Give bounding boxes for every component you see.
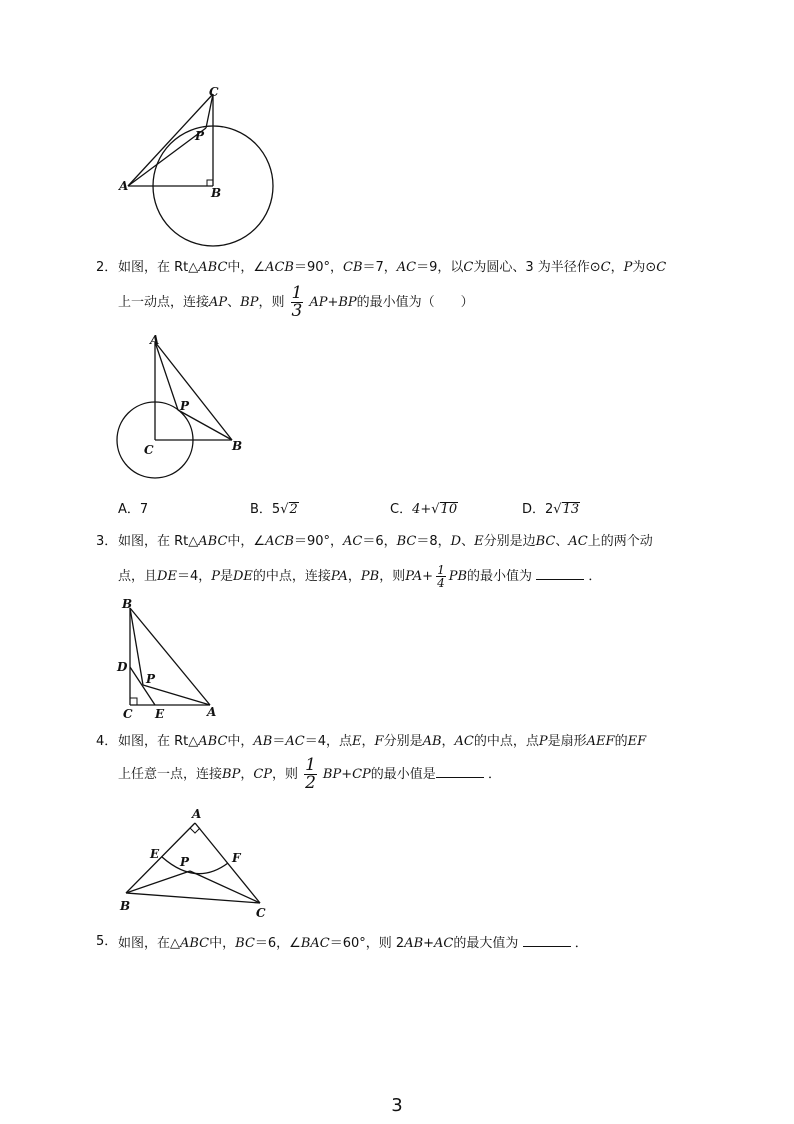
question-2-line-2: 上一动点，连接AP、BP，则 $\frac{1}{3}$ AP+BP的最小值为（ ） bbox=[118, 283, 474, 321]
question-2-line-1: 如图，在 Rt△ABC中，∠ACB＝90°，CB＝7，AC＝9，以C为圆心、3 为半径作⊙C，P为⊙C bbox=[118, 260, 667, 275]
label-a: A bbox=[150, 333, 160, 347]
segment-ab bbox=[130, 608, 210, 705]
option-d[interactable]: D．2√13 bbox=[522, 502, 580, 517]
question-3-line-1: 如图，在 Rt△ABC中，∠ACB＝90°，AC＝6，BC＝8，D、E分别是边BC、AC上的两个动 bbox=[118, 534, 653, 549]
label-c: C bbox=[256, 906, 266, 920]
option-a[interactable]: A．7 bbox=[118, 502, 149, 517]
label-c: C bbox=[144, 443, 154, 457]
segment-ap bbox=[155, 342, 178, 410]
fraction-one-fourth: $\frac{1}{4}$ bbox=[437, 563, 445, 590]
figure-sector-triangle-q4 bbox=[110, 805, 280, 920]
right-angle-mark bbox=[190, 828, 200, 833]
label-b: B bbox=[122, 597, 133, 611]
question-5-line-1: 如图，在△ABC中，BC＝6，∠BAC＝60°，则 2AB+AC的最大值为 ． bbox=[118, 932, 588, 954]
question-5-number: 5． bbox=[96, 934, 118, 949]
question-2-number: 2． bbox=[96, 260, 118, 275]
question-4-line-2: 上任意一点，连接BP，CP，则 $\frac{1}{2}$ BP+CP的最小值是 ． bbox=[118, 755, 501, 793]
label-a: A bbox=[192, 807, 202, 821]
segment-bp bbox=[130, 608, 143, 685]
label-c: C bbox=[209, 85, 219, 99]
right-angle-mark bbox=[130, 698, 137, 705]
segment-bp bbox=[126, 871, 190, 893]
option-b[interactable]: B．5√2 bbox=[250, 502, 298, 517]
arc-ef: EF bbox=[627, 734, 647, 749]
segment-pb bbox=[178, 410, 232, 440]
label-p: P bbox=[180, 399, 190, 413]
figure-right-triangle-q3 bbox=[110, 595, 240, 725]
label-p: P bbox=[180, 855, 190, 869]
answer-blank-q4[interactable] bbox=[436, 763, 484, 778]
answer-blank-q3[interactable] bbox=[536, 565, 584, 580]
question-4-line-1: 如图，在 Rt△ABC中，AB＝AC＝4，点E，F分别是AB，AC的中点，点P是扇形AEF的EF bbox=[118, 734, 647, 749]
label-e: E bbox=[155, 707, 165, 721]
label-f: F bbox=[232, 851, 241, 865]
question-4-number: 4． bbox=[96, 734, 118, 749]
option-c[interactable]: C．4+√10 bbox=[390, 502, 458, 517]
label-c: C bbox=[123, 707, 133, 721]
question-3-line-2: 点，且DE＝4，P是DE的中点，连接PA，PB，则PA+ $\frac{1}{4}$ PB的最小值为 ． bbox=[118, 563, 602, 590]
fraction-one-half: $\frac{1}{2}$ bbox=[305, 755, 316, 793]
label-d: D bbox=[117, 660, 128, 674]
figure-circle-triangle-top bbox=[110, 80, 290, 255]
label-b: B bbox=[232, 439, 243, 453]
label-b: B bbox=[211, 186, 222, 200]
label-p: P bbox=[146, 672, 156, 686]
question-3-number: 3． bbox=[96, 534, 118, 549]
page-number: 3 bbox=[391, 1095, 403, 1116]
label-b: B bbox=[120, 899, 131, 913]
segment-pc bbox=[206, 94, 213, 128]
label-a: A bbox=[207, 705, 217, 719]
label-a: A bbox=[119, 179, 129, 193]
figure-circle-triangle-q2 bbox=[110, 330, 260, 485]
answer-blank-q5[interactable] bbox=[523, 932, 571, 947]
label-p: P bbox=[195, 129, 205, 143]
arc-ef bbox=[162, 857, 228, 874]
segment-ab bbox=[155, 342, 232, 440]
fraction-one-third: $\frac{1}{3}$ bbox=[291, 283, 303, 321]
label-e: E bbox=[150, 847, 160, 861]
